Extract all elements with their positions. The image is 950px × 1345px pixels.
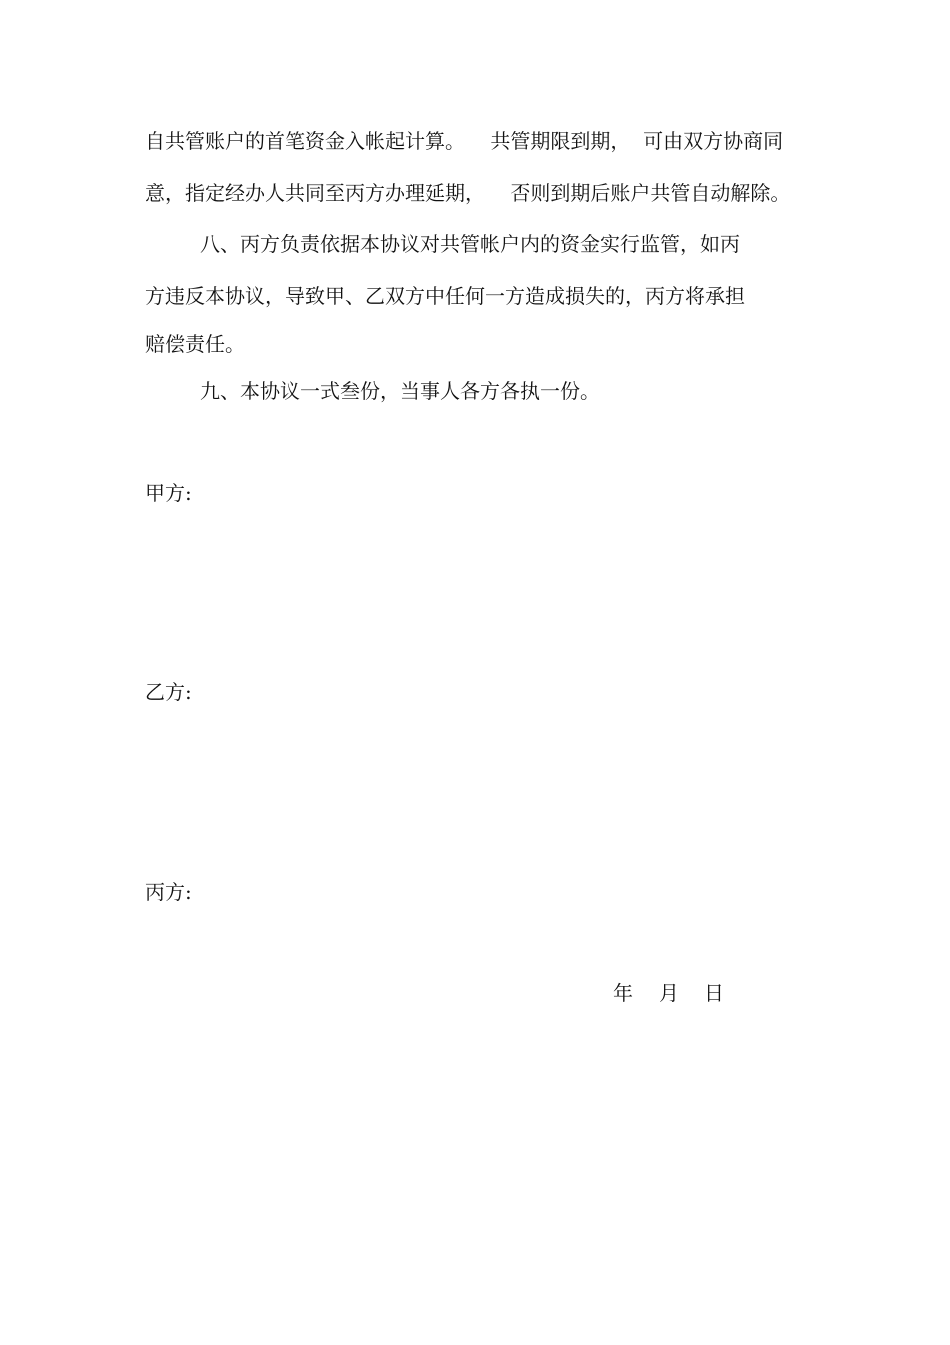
date-year-label: 年 bbox=[613, 981, 633, 1005]
party-c-label: 丙方: bbox=[145, 880, 192, 904]
date-day-label: 日 bbox=[704, 981, 724, 1005]
date-month-label: 月 bbox=[659, 981, 679, 1005]
signature-date bbox=[613, 981, 724, 1005]
clause-8-line-2: 方违反本协议，导致甲、乙双方中任何一方造成损失的，丙方将承担 bbox=[145, 284, 745, 308]
clause-7-line-1: 自共管账户的首笔资金入帐起计算。 共管期限到期， 可由双方协商同 bbox=[145, 129, 784, 153]
party-b-label: 乙方: bbox=[145, 680, 192, 704]
clause-9-line-1: 九、本协议一式叁份，当事人各方各执一份。 bbox=[200, 379, 600, 403]
party-a-label: 甲方: bbox=[145, 481, 192, 505]
clause-8-line-3: 赔偿责任。 bbox=[145, 332, 245, 356]
clause-8-line-1: 八、丙方负责依据本协议对共管帐户内的资金实行监管，如丙 bbox=[200, 232, 740, 256]
clause-7-line-2: 意，指定经办人共同至丙方办理延期， 否则到期后账户共管自动解除。 bbox=[145, 181, 791, 205]
